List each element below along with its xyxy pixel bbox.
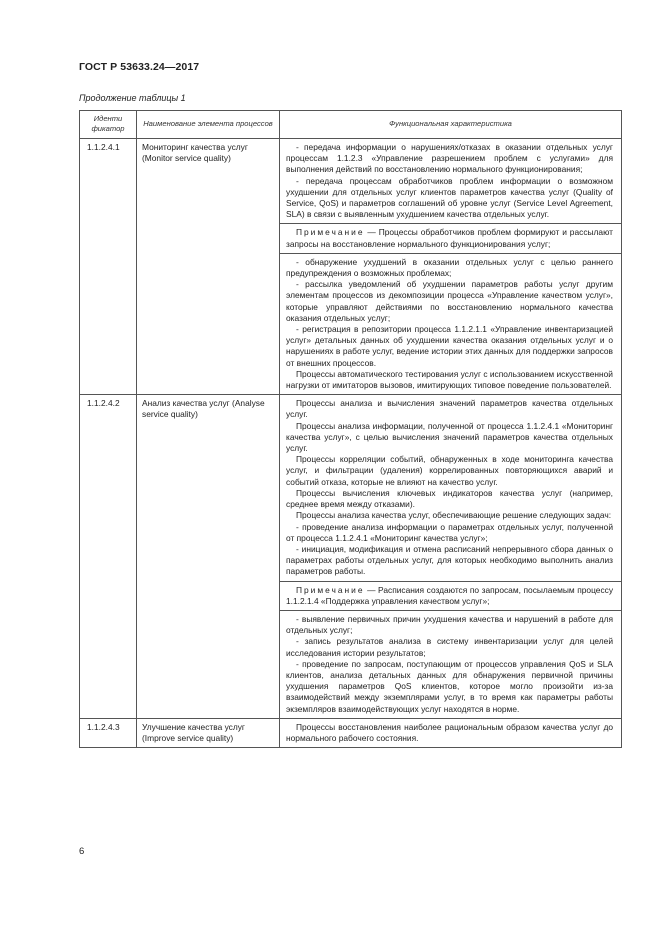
note-text: — Процессы обработчиков проблем формируют и рассылают запросы на восстановление нормального функционирования услуг; [286,227,613,249]
process-table [79,110,622,748]
note-label: Примечание [296,584,365,595]
description-paragraph: - запись результатов анализа в систему инвентаризации услуг для целей исследования истории результатов; [286,636,613,658]
page-number: 6 [79,846,85,857]
note-label: Примечание [296,227,365,238]
description-paragraph: - проведение анализа информации о параметрах отдельных услуг, полученной от процесса 1.1.2.4.1 «Мониторинг качества услуг»; [286,521,613,543]
column-header-description: Функциональная характеристика [280,111,622,139]
description-paragraph: - обнаружение ухудшений в оказании отдельных услуг с целью раннего предупреждения о возможных проблемах; [286,256,613,279]
text-block [280,610,621,718]
description-paragraph: Процессы корреляции событий, обнаруженных в ходе мониторинга качества услуг, и фильтрации (удаления) коррелированных повторяющихся аварий и событий отказа, которые не влияют на качество услуг. [286,454,613,487]
row-process-name: Анализ качества услуг (Analyse service quality) [137,395,280,718]
row-description [280,139,622,395]
description-paragraph: - инициация, модификация и отмена расписаний непрерывного сбора данных о параметрах работы отдельных услуг, для которых необходимо выполнить анализ параметров работы. [286,543,613,577]
text-block [280,253,621,394]
document-header: ГОСТ Р 53633.24—2017 [79,61,200,73]
row-identifier: 1.1.2.4.2 [80,395,137,718]
row-process-name: Мониторинг качества услуг (Monitor service quality) [137,139,280,395]
table-row [80,718,622,747]
description-paragraph: - передача информации о нарушениях/отказах в оказании отдельных услуг процессам 1.1.2.3 «Управление разрешением проблем с услугами» для выполнения действий по восстановлению нормального функционирования; [286,142,613,175]
note-text: — Расписания создаются по запросам, посылаемым процессу 1.1.2.1.4 «Поддержка управления качеством услуг»; [286,584,614,606]
note-paragraph [286,227,613,249]
column-header-id: Иденти фикатор [80,111,137,139]
text-block [280,719,621,747]
description-paragraph: - регистрация в репозитории процесса 1.1.2.1.1 «Управление инвентаризацией услуг» детальных данных об ухудшении качества оказания отдельных услуг и о нарушениях в работе услуг, ведение истории этих данных для поддержки запросов от внешних процессов. [286,324,613,368]
row-description [280,718,622,747]
row-identifier: 1.1.2.4.3 [80,718,137,747]
note-block [280,581,621,610]
table-row [80,139,622,395]
row-process-name: Улучшение качества услуг (Improve service quality) [137,718,280,747]
description-paragraph: Процессы анализа информации, полученной от процесса 1.1.2.4.1 «Мониторинг качества услуг», с целью вычисления значений параметров качества отдельных услуг. [286,420,613,454]
description-paragraph: Процессы восстановления наиболее рациональным образом качества услуг до нормального рабочего состояния. [286,721,613,743]
table-row [80,395,622,718]
description-paragraph: - проведение по запросам, поступающим от процессов управления QoS и SLA клиентов, анализа детальных данных для обнаружения первичной причины ухудшения параметров QoS клиентов, которое могло произойти из-за взаимодействий между экземплярами услуг, в то время как параметры работы экземпляров взаимодействующих услуг находятся в норме. [286,658,613,714]
description-paragraph: - рассылка уведомлений об ухудшении параметров работы услуг другим элементам процессов из декомпозиции процесса «Управление качеством услуг», которые управляют действиями по восстановлению нормального качества оказания отдельных услуг; [286,279,613,323]
note-paragraph [286,585,613,607]
column-header-name: Наименование элемента процессов [137,111,280,139]
row-identifier: 1.1.2.4.1 [80,139,137,395]
text-block [280,395,621,580]
description-paragraph: Процессы вычисления ключевых индикаторов качества услуг (например, среднее время между отказами). [286,487,613,510]
text-block [280,139,621,223]
table-caption: Продолжение таблицы 1 [79,93,186,103]
description-paragraph: - передача процессам обработчиков проблем информации о возможном ухудшении для отдельных услуг клиентов параметров качества услуг (Quality of Service, QoS) и параметров соглашений об уровне услуг (Service Level Agreement, SLA) в связи с выявленным ухудшением качества отдельных услуг. [286,175,613,220]
table-body [80,139,622,748]
note-block [280,223,621,252]
row-description [280,395,622,718]
description-paragraph: Процессы автоматического тестирования услуг с использованием искусственной нагрузки от имитаторов вызовов, имитирующих типовое поведение пользователей. [286,368,613,391]
table-header-row [80,111,622,139]
description-paragraph: - выявление первичных причин ухудшения качества и нарушений в работе для отдельных услуг; [286,613,613,636]
description-paragraph: Процессы анализа и вычисления значений параметров качества отдельных услуг. [286,398,613,420]
description-paragraph: Процессы анализа качества услуг, обеспечивающие решение следующих задач: [296,510,612,521]
